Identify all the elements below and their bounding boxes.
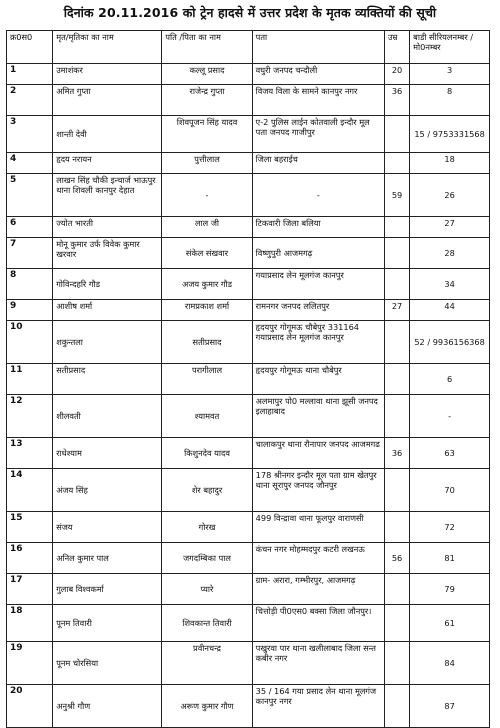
cell-serial-no: 3	[7, 116, 53, 153]
cell-age: 36	[384, 85, 409, 116]
cell-address: गयाप्रसाद लेन मूलगंज कानपुर	[252, 269, 384, 300]
header-body-serial-mobile: बाडी सीरियलनम्बर / मो0नम्बर	[410, 31, 490, 64]
cell-age: 36	[384, 438, 409, 469]
cell-name: सतीप्रसाद	[53, 364, 162, 395]
cell-address: पखुरवा पार थाना खलीलाबाद जिला सन्त कबीर नगर	[252, 642, 384, 685]
cell-body-serial: 79	[410, 574, 490, 605]
table-row	[7, 217, 490, 238]
cell-serial-no: 5	[7, 174, 53, 217]
header-name: मृत/मृतिका का नाम	[53, 31, 162, 64]
cell-father: सतीप्रसाद	[162, 321, 252, 364]
cell-serial-no: 14	[7, 469, 53, 512]
cell-father: कल्लू प्रसाद	[162, 64, 252, 85]
cell-name: संजय	[53, 512, 162, 543]
cell-body-serial: 81	[410, 543, 490, 574]
table-row	[7, 85, 490, 116]
cell-body-serial-mobile: 15 / 9753331568	[410, 116, 490, 153]
table-row	[7, 605, 490, 642]
cell-name: मोनू कुमार उर्फ विवेक कुमार खरवार	[53, 238, 162, 269]
header-serial-no: क्र0स0	[7, 31, 53, 64]
cell-name: राधेश्याम	[53, 438, 162, 469]
cell-name: लाखन सिंह चौकी इन्चार्ज भाऊपुर थाना शिवली कानपुर देहात	[53, 174, 162, 217]
cell-serial-no: 19	[7, 642, 53, 685]
cell-age	[384, 269, 409, 300]
cell-name: अंजय सिंह	[53, 469, 162, 512]
cell-address: हृदयपुर गोगूमऊ थाना चौबेपुर	[252, 364, 384, 395]
cell-serial-no: 8	[7, 269, 53, 300]
cell-address: ग्राम- अरारा, गम्भीरपुर, आजमगढ़	[252, 574, 384, 605]
cell-address: विष्णुपुरी आजमगढ़	[252, 238, 384, 269]
cell-name: आशीष शर्मा	[53, 300, 162, 321]
cell-address: रामनगर जनपद ललितपुर	[252, 300, 384, 321]
table-row	[7, 364, 490, 395]
table-row	[7, 153, 490, 174]
cell-body-serial: 8	[410, 85, 490, 116]
cell-address: 178 श्रीनगर इन्दौर मूल पता ग्राम खेतपुर थाना सूरापुर जनपद जौनपुर	[252, 469, 384, 512]
cell-body-serial: 70	[410, 469, 490, 512]
cell-age	[384, 685, 409, 728]
cell-serial-no: 12	[7, 395, 53, 438]
cell-serial-no: 7	[7, 238, 53, 269]
cell-body-serial-mobile: 52 / 9936156368	[410, 321, 490, 364]
cell-address: अलमापुर पो0 मल्लावा थाना झूसी जनपद इलाहाबाद	[252, 395, 384, 438]
cell-body-serial: 34	[410, 269, 490, 300]
cell-address: कंचन नगर मोहम्मदपुर कटरी लखनऊ	[252, 543, 384, 574]
cell-name: पूनम तिवारी	[53, 605, 162, 642]
cell-father: संकेल संखवार	[162, 238, 252, 269]
cell-age	[384, 364, 409, 395]
header-father-husband: पति /पिता का नाम	[162, 31, 252, 64]
cell-age	[384, 395, 409, 438]
cell-serial-no: 18	[7, 605, 53, 642]
cell-age	[384, 512, 409, 543]
cell-address: -	[252, 174, 384, 217]
cell-name: उमाशंकर	[53, 64, 162, 85]
cell-father: शिवपूजन सिंह यादव	[162, 116, 252, 153]
cell-name: अनुश्री गौण	[53, 685, 162, 728]
cell-age	[384, 116, 409, 153]
cell-serial-no: 13	[7, 438, 53, 469]
cell-father: अरूण कुमार गौण	[162, 685, 252, 728]
cell-address: 35 / 164 गया प्रसाद लेन थाना मूलगंज कानपुर नगर	[252, 685, 384, 728]
cell-address: विजय विला के सामने कानपुर नगर	[252, 85, 384, 116]
cell-name: हृदय नरायन	[53, 153, 162, 174]
cell-serial-no: 11	[7, 364, 53, 395]
cell-age: 56	[384, 543, 409, 574]
cell-father: शेर बहादुर	[162, 469, 252, 512]
table-row	[7, 395, 490, 438]
cell-address: चित्तोड़ी पी0एस0 बक्सा जिला जौनपुर।	[252, 605, 384, 642]
cell-age	[384, 642, 409, 685]
casualty-table	[6, 30, 490, 728]
cell-age	[384, 574, 409, 605]
cell-body-serial: 84	[410, 642, 490, 685]
cell-father: -	[162, 174, 252, 217]
cell-body-serial: 87	[410, 685, 490, 728]
cell-address: 499 विन्द्रावा थाना फूलपुर वाराणसी	[252, 512, 384, 543]
table-row	[7, 685, 490, 728]
cell-father: गोरख	[162, 512, 252, 543]
cell-body-serial: 3	[410, 64, 490, 85]
cell-name: शीलवती	[53, 395, 162, 438]
cell-body-serial: 28	[410, 238, 490, 269]
cell-serial-no: 1	[7, 64, 53, 85]
cell-address: ए-2 पुलिस लाईन कोतवाली इन्दौर मूल पता जनपद गाजीपुर	[252, 116, 384, 153]
cell-father: राजेन्द्र गुप्ता	[162, 85, 252, 116]
cell-serial-no: 6	[7, 217, 53, 238]
cell-name: गुलाब विश्वकर्मा	[53, 574, 162, 605]
cell-father: परागीलाल	[162, 364, 252, 395]
cell-body-serial: 27	[410, 217, 490, 238]
cell-body-serial: 18	[410, 153, 490, 174]
cell-address: टिकवारी जिला बलिया	[252, 217, 384, 238]
cell-father: प्यारे	[162, 574, 252, 605]
cell-body-serial: 61	[410, 605, 490, 642]
table-row	[7, 543, 490, 574]
cell-age	[384, 321, 409, 364]
cell-serial-no: 4	[7, 153, 53, 174]
table-row	[7, 321, 490, 364]
cell-serial-no: 16	[7, 543, 53, 574]
cell-age: 59	[384, 174, 409, 217]
cell-age	[384, 153, 409, 174]
cell-age	[384, 238, 409, 269]
cell-address: वघुरी जनपद चन्दौली	[252, 64, 384, 85]
table-row	[7, 469, 490, 512]
cell-name: शान्ती देवी	[53, 116, 162, 153]
cell-serial-no: 2	[7, 85, 53, 116]
cell-body-serial: 63	[410, 438, 490, 469]
cell-body-serial: -	[410, 395, 490, 438]
cell-name: शकुन्तला	[53, 321, 162, 364]
table-row	[7, 512, 490, 543]
cell-age	[384, 469, 409, 512]
header-age: उम्र	[384, 31, 409, 64]
cell-father: प्रवीनचन्द्र	[162, 642, 252, 685]
cell-name: अनिल कुमार पाल	[53, 543, 162, 574]
table-row	[7, 64, 490, 85]
cell-serial-no: 10	[7, 321, 53, 364]
table-header-row	[7, 31, 490, 64]
table-row	[7, 174, 490, 217]
table-row	[7, 300, 490, 321]
table-row	[7, 438, 490, 469]
cell-father: श्यामवत	[162, 395, 252, 438]
page-title: दिनांक 20.11.2016 को ट्रेन हादसे में उत्तर प्रदेश के मृतक व्यक्तियों की सूची	[63, 5, 437, 20]
cell-body-serial: 6	[410, 364, 490, 395]
cell-age	[384, 217, 409, 238]
cell-serial-no: 15	[7, 512, 53, 543]
cell-body-serial: 72	[410, 512, 490, 543]
cell-serial-no: 9	[7, 300, 53, 321]
cell-serial-no: 20	[7, 685, 53, 728]
cell-address: हृदयपुर गोगूमऊ चौबेपुर 331164 गयाप्रसाद लेन मूलगंज कानपुर	[252, 321, 384, 364]
cell-father: जगदम्बिका पाल	[162, 543, 252, 574]
cell-father: रामप्रकाश शर्मा	[162, 300, 252, 321]
table-row	[7, 574, 490, 605]
table-row	[7, 116, 490, 153]
cell-body-serial: 44	[410, 300, 490, 321]
cell-father: लाल जी	[162, 217, 252, 238]
cell-name: ज्योत भारती	[53, 217, 162, 238]
cell-age: 27	[384, 300, 409, 321]
cell-father: शिवकान्त तिवारी	[162, 605, 252, 642]
table-row	[7, 269, 490, 300]
cell-age: 20	[384, 64, 409, 85]
cell-body-serial: 26	[410, 174, 490, 217]
cell-address: चालाकपुर थाना रौनापार जनपद आजमगढ	[252, 438, 384, 469]
cell-father: पुत्तीलाल	[162, 153, 252, 174]
cell-name: गोविन्दहरि गौड	[53, 269, 162, 300]
cell-age	[384, 605, 409, 642]
cell-father: किशुनदेव यादव	[162, 438, 252, 469]
cell-father: अजय कुमार गौड	[162, 269, 252, 300]
cell-serial-no: 17	[7, 574, 53, 605]
table-row	[7, 238, 490, 269]
header-address: पता	[252, 31, 384, 64]
table-row	[7, 642, 490, 685]
cell-address: जिला बहराईच	[252, 153, 384, 174]
cell-name: पूनम चोरसिया	[53, 642, 162, 685]
cell-name: अमित गुप्ता	[53, 85, 162, 116]
